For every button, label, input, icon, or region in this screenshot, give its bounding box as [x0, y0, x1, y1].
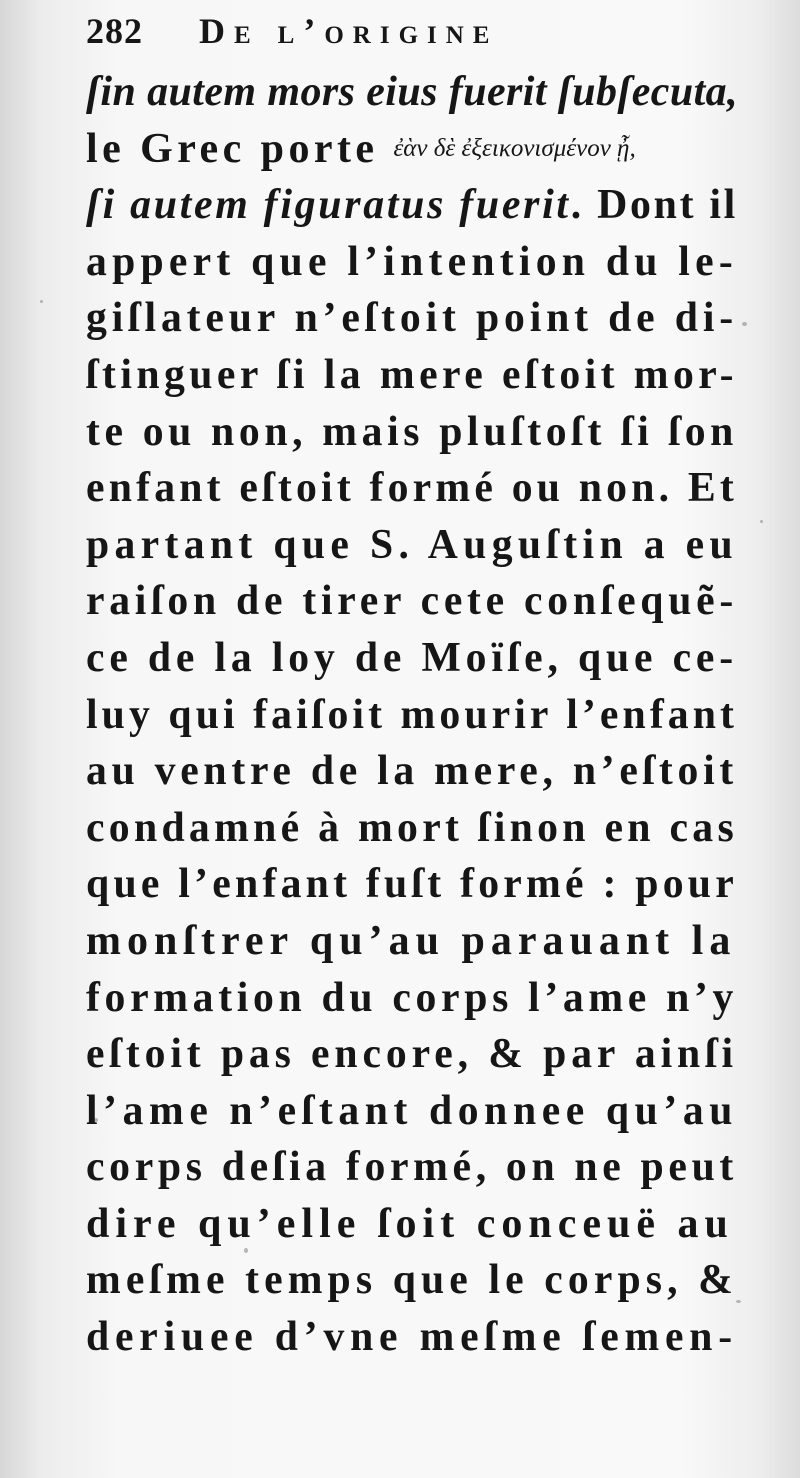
text-segment: giſlateur n’eſtoit point de di-	[86, 295, 738, 342]
running-title: De l’origine	[199, 11, 499, 51]
text-line-latin-quote	[86, 64, 737, 121]
text-segment: ſtinguer ſi la mere eſtoit mor-	[86, 351, 738, 398]
text-segment: . Dont il	[570, 182, 739, 229]
text-line	[86, 630, 738, 687]
text-segment: ce de la loy de Moïſe, que ce-	[86, 634, 738, 681]
ink-speck	[742, 322, 747, 326]
text-line	[86, 517, 738, 574]
text-segment: l’ame n’eſtant donnee qu’au	[86, 1087, 739, 1134]
text-segment: formation du corps l’ame n’y	[86, 974, 739, 1021]
text-line	[86, 573, 738, 630]
text-line-greek	[86, 121, 738, 178]
text-segment: ſin autem mors eius fuerit ſubſecuta,	[86, 69, 738, 115]
text-segment: le Grec porte	[86, 125, 394, 172]
text-segment: enfant eſtoit formé ou non. Et	[86, 465, 739, 512]
text-line	[86, 913, 738, 970]
text-line	[86, 1026, 739, 1083]
page-header	[86, 10, 706, 62]
ink-speck	[40, 300, 43, 303]
text-segment: que l’enfant fuſt formé : pour	[86, 861, 738, 908]
text-line	[86, 743, 739, 800]
text-line	[86, 347, 738, 404]
text-line	[86, 1083, 739, 1140]
text-line	[86, 1309, 738, 1366]
text-segment: meſme temps que le corps, &	[86, 1257, 739, 1304]
text-line	[86, 290, 738, 347]
text-line	[86, 1139, 738, 1196]
page-number: 282	[86, 11, 143, 51]
text-segment: appert que l’intention du le-	[86, 238, 738, 285]
text-segment: corps deſia formé, on ne peut	[86, 1144, 738, 1191]
text-segment: monſtrer qu’au parauant la	[86, 917, 737, 964]
text-segment: au ventre de la mere, n’eſtoit	[86, 748, 739, 795]
ink-speck	[760, 520, 763, 523]
text-segment: te ou non, mais pluſtoſt ſi ſon	[86, 408, 739, 455]
text-segment: luy qui faiſoit mourir l’enfant	[86, 691, 739, 738]
text-segment: raiſon de tirer cete conſequẽ-	[86, 578, 738, 625]
text-line	[86, 856, 738, 913]
greek-quote: ἐὰν δὲ ἐξεικονισμένον ᾖ,	[393, 134, 636, 162]
text-segment: partant que S. Auguſtin a eu	[86, 521, 738, 568]
text-line	[86, 1196, 738, 1253]
text-line	[86, 687, 739, 744]
text-line	[86, 460, 739, 517]
text-segment: dire qu’elle ſoit conceuë au	[86, 1200, 734, 1247]
text-segment: condamné à mort ſinon en cas	[86, 804, 738, 851]
body-text	[86, 64, 738, 1366]
text-line	[86, 404, 739, 461]
text-line-mixed	[86, 177, 739, 234]
text-segment: deriuee d’vne meſme ſemen-	[86, 1314, 738, 1361]
text-line	[86, 800, 738, 857]
text-line	[86, 234, 738, 291]
text-line	[86, 1252, 739, 1309]
latin-quote: ſi autem figuratus fuerit	[86, 182, 571, 229]
text-line	[86, 970, 739, 1027]
text-segment: eſtoit pas encore, & par ainſi	[86, 1031, 739, 1078]
